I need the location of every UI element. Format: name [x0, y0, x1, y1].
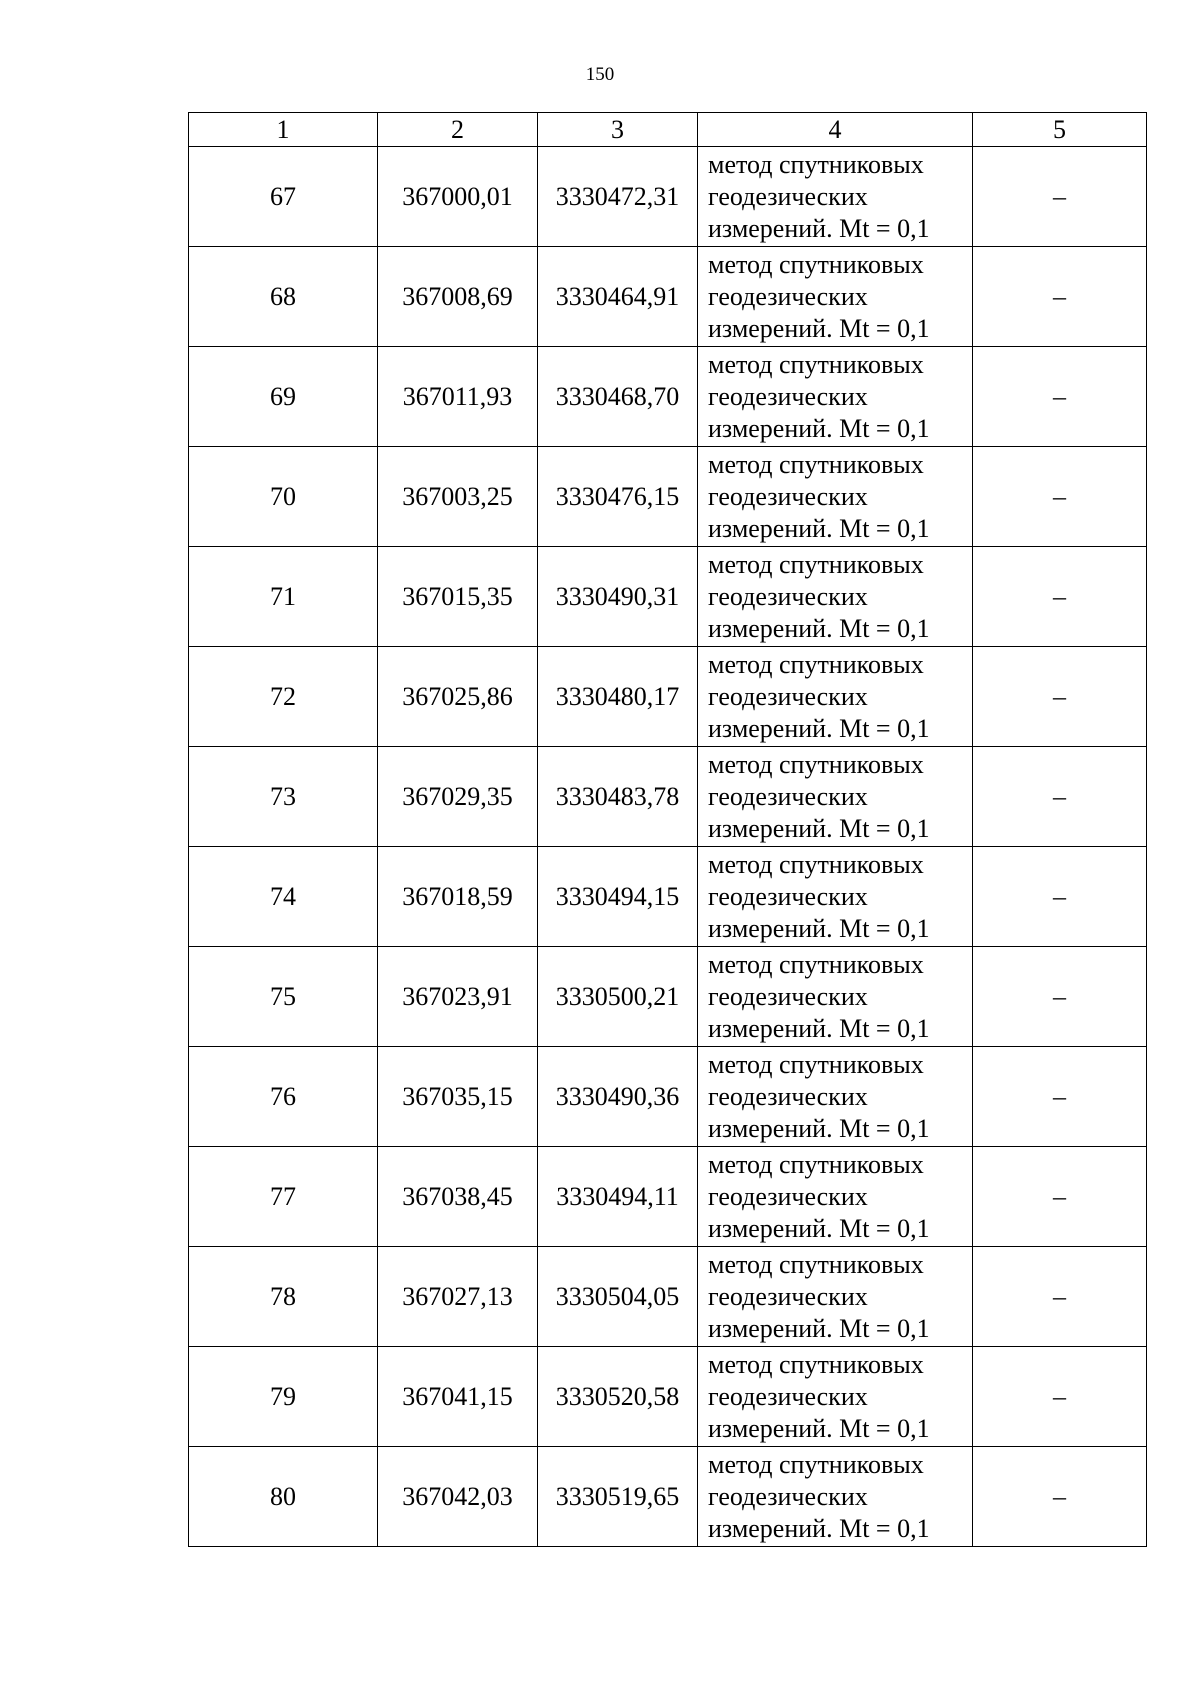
point-number-cell: 67 — [189, 147, 378, 247]
method-cell — [698, 947, 973, 1047]
y-coordinate-cell: 3330483,78 — [538, 747, 698, 847]
page-number: 150 — [585, 64, 615, 85]
method-cell — [698, 1247, 973, 1347]
table-row — [189, 347, 1147, 447]
y-coordinate-cell: 3330476,15 — [538, 447, 698, 547]
method-line: метод спутниковых — [708, 1449, 924, 1479]
header-cell-5: 5 — [973, 113, 1147, 147]
method-line: измерений. Mt = 0,1 — [708, 1513, 930, 1543]
point-number-cell: 73 — [189, 747, 378, 847]
point-number-cell: 74 — [189, 847, 378, 947]
method-cell — [698, 1347, 973, 1447]
method-line: геодезических — [708, 981, 868, 1011]
note-cell: – — [973, 547, 1147, 647]
method-cell — [698, 547, 973, 647]
table-row — [189, 647, 1147, 747]
note-cell: – — [973, 1247, 1147, 1347]
y-coordinate-cell: 3330464,91 — [538, 247, 698, 347]
method-line: геодезических — [708, 181, 868, 211]
method-line: геодезических — [708, 381, 868, 411]
header-row — [189, 113, 1147, 147]
header-cell-2: 2 — [378, 113, 538, 147]
method-line: геодезических — [708, 481, 868, 511]
note-cell: – — [973, 1147, 1147, 1247]
method-cell — [698, 1047, 973, 1147]
table-row — [189, 947, 1147, 1047]
method-cell — [698, 147, 973, 247]
x-coordinate-cell: 367015,35 — [378, 547, 538, 647]
table-row — [189, 1147, 1147, 1247]
note-cell: – — [973, 747, 1147, 847]
table-row — [189, 447, 1147, 547]
y-coordinate-cell: 3330468,70 — [538, 347, 698, 447]
method-line: метод спутниковых — [708, 1149, 924, 1179]
note-cell: – — [973, 647, 1147, 747]
x-coordinate-cell: 367018,59 — [378, 847, 538, 947]
method-line: метод спутниковых — [708, 449, 924, 479]
method-line: измерений. Mt = 0,1 — [708, 1413, 930, 1443]
point-number-cell: 78 — [189, 1247, 378, 1347]
table-row — [189, 1047, 1147, 1147]
point-number-cell: 75 — [189, 947, 378, 1047]
note-cell: – — [973, 147, 1147, 247]
y-coordinate-cell: 3330519,65 — [538, 1447, 698, 1547]
method-cell — [698, 1147, 973, 1247]
method-line: геодезических — [708, 881, 868, 911]
method-line: измерений. Mt = 0,1 — [708, 913, 930, 943]
y-coordinate-cell: 3330472,31 — [538, 147, 698, 247]
x-coordinate-cell: 367035,15 — [378, 1047, 538, 1147]
x-coordinate-cell: 367042,03 — [378, 1447, 538, 1547]
method-line: измерений. Mt = 0,1 — [708, 1113, 930, 1143]
y-coordinate-cell: 3330494,11 — [538, 1147, 698, 1247]
method-line: измерений. Mt = 0,1 — [708, 413, 930, 443]
method-cell — [698, 447, 973, 547]
table-row — [189, 147, 1147, 247]
point-number-cell: 79 — [189, 1347, 378, 1447]
header-cell-3: 3 — [538, 113, 698, 147]
x-coordinate-cell: 367023,91 — [378, 947, 538, 1047]
point-number-cell: 69 — [189, 347, 378, 447]
y-coordinate-cell: 3330500,21 — [538, 947, 698, 1047]
table-row — [189, 747, 1147, 847]
method-line: метод спутниковых — [708, 649, 924, 679]
y-coordinate-cell: 3330504,05 — [538, 1247, 698, 1347]
y-coordinate-cell: 3330490,31 — [538, 547, 698, 647]
method-line: метод спутниковых — [708, 949, 924, 979]
point-number-cell: 71 — [189, 547, 378, 647]
method-line: измерений. Mt = 0,1 — [708, 1313, 930, 1343]
method-line: измерений. Mt = 0,1 — [708, 613, 930, 643]
method-cell — [698, 1447, 973, 1547]
method-line: геодезических — [708, 1281, 868, 1311]
note-cell: – — [973, 847, 1147, 947]
method-line: метод спутниковых — [708, 749, 924, 779]
x-coordinate-cell: 367000,01 — [378, 147, 538, 247]
method-line: геодезических — [708, 1181, 868, 1211]
method-cell — [698, 847, 973, 947]
method-line: метод спутниковых — [708, 549, 924, 579]
method-line: измерений. Mt = 0,1 — [708, 1213, 930, 1243]
point-number-cell: 77 — [189, 1147, 378, 1247]
x-coordinate-cell: 367011,93 — [378, 347, 538, 447]
table-row — [189, 547, 1147, 647]
table-row — [189, 1247, 1147, 1347]
note-cell: – — [973, 1347, 1147, 1447]
table-row — [189, 247, 1147, 347]
note-cell: – — [973, 1447, 1147, 1547]
point-number-cell: 70 — [189, 447, 378, 547]
method-line: метод спутниковых — [708, 149, 924, 179]
method-cell — [698, 347, 973, 447]
method-line: измерений. Mt = 0,1 — [708, 313, 930, 343]
table-row — [189, 1347, 1147, 1447]
y-coordinate-cell: 3330490,36 — [538, 1047, 698, 1147]
method-line: метод спутниковых — [708, 1349, 924, 1379]
x-coordinate-cell: 367041,15 — [378, 1347, 538, 1447]
method-line: метод спутниковых — [708, 249, 924, 279]
table-row — [189, 847, 1147, 947]
x-coordinate-cell: 367029,35 — [378, 747, 538, 847]
method-line: измерений. Mt = 0,1 — [708, 813, 930, 843]
method-cell — [698, 247, 973, 347]
method-line: геодезических — [708, 681, 868, 711]
coordinates-table — [188, 112, 1147, 1547]
point-number-cell: 68 — [189, 247, 378, 347]
x-coordinate-cell: 367025,86 — [378, 647, 538, 747]
method-line: метод спутниковых — [708, 1049, 924, 1079]
y-coordinate-cell: 3330520,58 — [538, 1347, 698, 1447]
method-line: геодезических — [708, 1381, 868, 1411]
method-line: метод спутниковых — [708, 1249, 924, 1279]
note-cell: – — [973, 247, 1147, 347]
x-coordinate-cell: 367038,45 — [378, 1147, 538, 1247]
method-line: метод спутниковых — [708, 849, 924, 879]
method-line: геодезических — [708, 1481, 868, 1511]
note-cell: – — [973, 947, 1147, 1047]
y-coordinate-cell: 3330480,17 — [538, 647, 698, 747]
method-line: измерений. Mt = 0,1 — [708, 1013, 930, 1043]
method-line: геодезических — [708, 781, 868, 811]
x-coordinate-cell: 367027,13 — [378, 1247, 538, 1347]
table-row — [189, 1447, 1147, 1547]
header-cell-1: 1 — [189, 113, 378, 147]
note-cell: – — [973, 447, 1147, 547]
method-line: измерений. Mt = 0,1 — [708, 513, 930, 543]
method-line: геодезических — [708, 281, 868, 311]
note-cell: – — [973, 347, 1147, 447]
table-body — [189, 113, 1147, 1547]
method-cell — [698, 747, 973, 847]
method-line: метод спутниковых — [708, 349, 924, 379]
x-coordinate-cell: 367003,25 — [378, 447, 538, 547]
method-line: геодезических — [708, 1081, 868, 1111]
point-number-cell: 72 — [189, 647, 378, 747]
point-number-cell: 76 — [189, 1047, 378, 1147]
note-cell: – — [973, 1047, 1147, 1147]
header-cell-4: 4 — [698, 113, 973, 147]
method-line: измерений. Mt = 0,1 — [708, 713, 930, 743]
point-number-cell: 80 — [189, 1447, 378, 1547]
method-cell — [698, 647, 973, 747]
method-line: геодезических — [708, 581, 868, 611]
y-coordinate-cell: 3330494,15 — [538, 847, 698, 947]
method-line: измерений. Mt = 0,1 — [708, 213, 930, 243]
x-coordinate-cell: 367008,69 — [378, 247, 538, 347]
